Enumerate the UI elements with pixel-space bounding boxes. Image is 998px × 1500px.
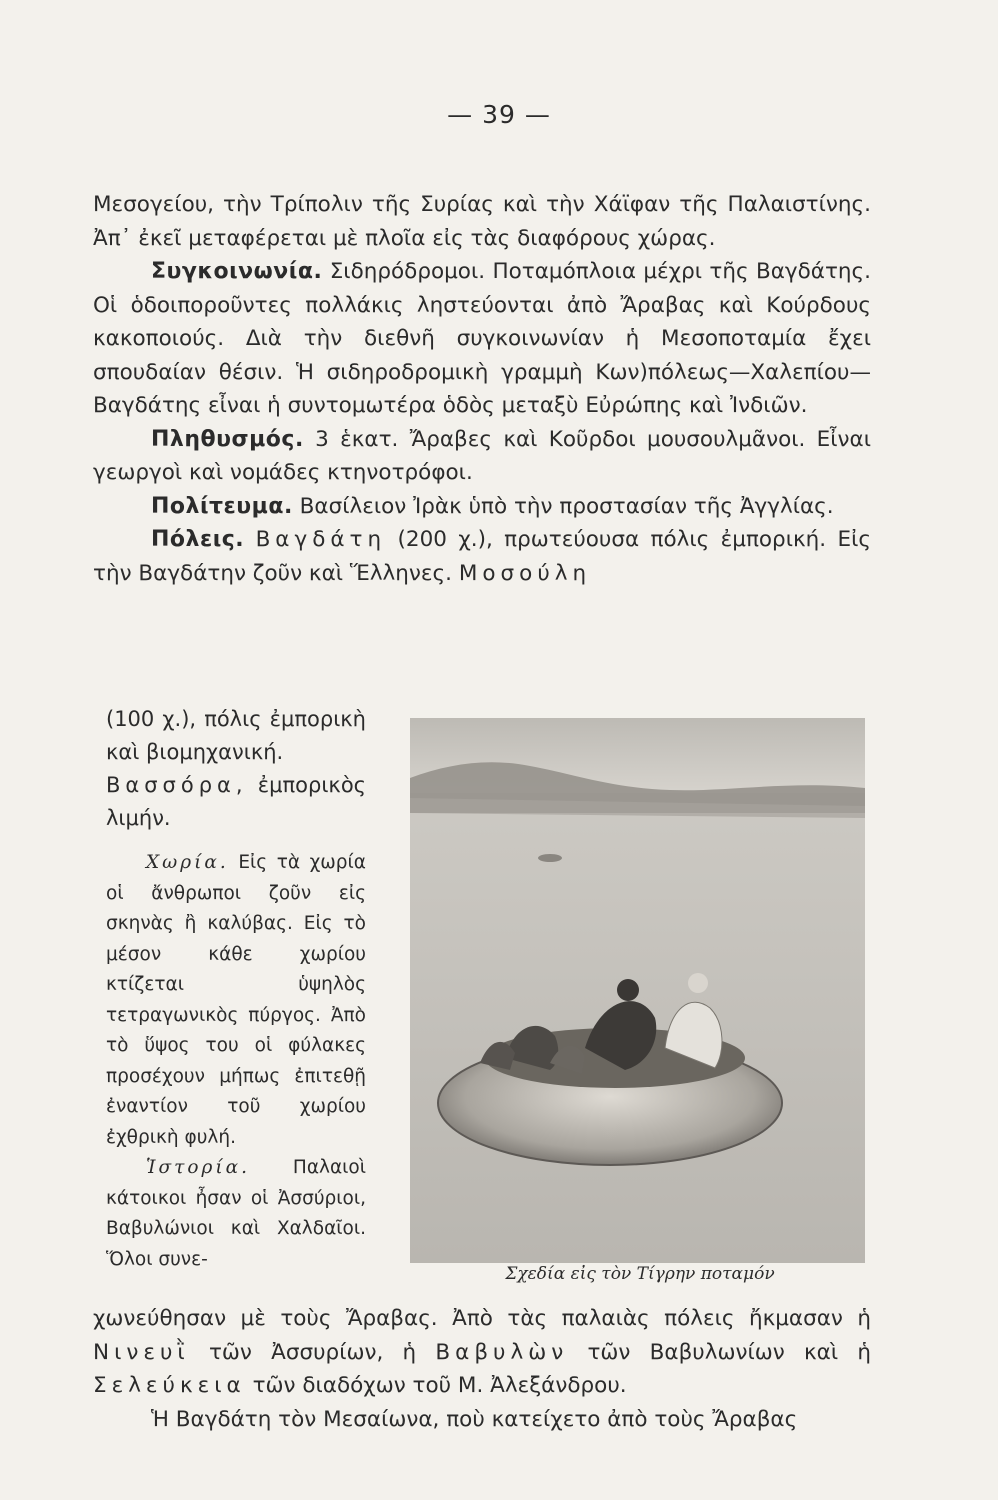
heading-population: Πληθυσμός. — [151, 426, 304, 452]
narrow-column-cities — [106, 703, 366, 835]
heading-government: Πολίτευμα. — [151, 493, 293, 519]
paragraph-cities — [93, 523, 871, 590]
text-history-continued: χωνεύθησαν μὲ τοὺς Ἄραβας. Ἀπὸ τὰς παλαιὰς πόλεις ἤκμασαν ἡ — [93, 1306, 871, 1331]
text-government: Βασίλειον Ἰρὰκ ὑπὸ τὴν προστασίαν τῆς Ἀγγλίας. — [299, 493, 834, 519]
paragraph-baghdad-medieval: Ἡ Βαγδάτη τὸν Μεσαίωνα, ποὺ κατείχετο ἀπὸ τοὺς Ἄραβας — [151, 1406, 798, 1432]
text-baghdad: (200 χ.), πρωτεύουσα πόλις ἐμπορική. Εἰς τὴν Βαγδάτην ζοῦν καὶ Ἕλληνες. — [93, 527, 871, 586]
text-nineveh: τῶν Ἀσσυρίων, ἡ — [208, 1339, 417, 1365]
paragraph-mediterranean: Μεσογείου, τὴν Τρίπολιν τῆς Συρίας καὶ τὴν Χάϊφαν τῆς Παλαιστίνης. Ἀπ᾽ ἐκεῖ μεταφέρεται μὲ πλοῖα εἰς τὰς διαφόρους χώρας. — [93, 192, 871, 251]
paragraph-basra — [106, 769, 366, 835]
text-basra: ἐμπορικὸς λιμήν. — [106, 773, 366, 830]
text-history-start: Παλαιοὶ κάτοικοι ἦσαν οἱ Ἀσσύριοι, Βαβυλώνιοι καὶ Χαλδαῖοι. Ὅλοι συνε- — [106, 1157, 366, 1270]
paragraph-population — [93, 423, 871, 490]
text-mosul: (100 χ.), πόλις ἐμπορικὴ καὶ βιομηχανική. — [106, 707, 366, 764]
paragraph-villages — [106, 848, 366, 1153]
paragraph-history — [106, 1153, 366, 1275]
heading-communications: Συγκοινωνία. — [151, 259, 323, 284]
text-babylon: τῶν Βαβυλωνίων καὶ ἡ — [587, 1339, 871, 1365]
city-basra: Βασσόρα, — [106, 773, 248, 797]
paragraph-government — [93, 490, 871, 524]
main-text-bottom — [93, 1302, 871, 1436]
heading-villages: Χωρία. — [146, 852, 229, 873]
city-baghdad: Βαγδάτη — [255, 527, 387, 552]
figure-caption: Σχεδία εἰς τὸν Τίγρην ποταμόν — [505, 1264, 775, 1284]
city-seleucia: Σελεύκεια — [93, 1373, 246, 1398]
main-text-top — [93, 188, 871, 590]
text-villages: Εἰς τὰ χωρία οἱ ἄνθρωποι ζοῦν εἰς σκηνὰς ἢ καλύβας. Εἰς τὸ μέσον κάθε χωρίου κτίζεται ὑψηλὸς τετραγωνικὸς πύργος. Ἀπὸ τὸ ὕψος του οἱ φύλακες προσέχουν μήπως ἐπιτεθῇ ἐναντίον τοῦ χωρίου ἐχθρικὴ φυλή. — [106, 852, 366, 1148]
narrow-column-villages — [106, 848, 366, 1275]
raft-photo — [410, 718, 865, 1263]
paragraph-communications — [93, 255, 871, 423]
city-mosul: Μοσούλη — [458, 560, 592, 586]
text-seleucia: τῶν διαδόχων τοῦ Μ. Ἀλεξάνδρου. — [252, 1373, 627, 1398]
raft-on-river-photo-icon — [410, 718, 865, 1263]
heading-history: Ἱστορία. — [146, 1157, 250, 1178]
city-nineveh: Νινευῒ — [93, 1339, 190, 1365]
text-communications: Σιδηρόδρομοι. Ποταμόπλοια μέχρι τῆς Βαγδάτης. Οἱ ὁδοιποροῦντες πολλάκις ληστεύονται ἀπὸ Ἄραβας καὶ Κούρδους κακοποιούς. Διὰ τὴν διεθνῆ συγκοινωνίαν ἡ Μεσοποταμία ἔχει σπουδαίαν θέσιν. Ἡ σιδηροδρομικὴ γραμμὴ Κων)πόλεως—Χαλεπίου—Βαγδάτης εἶναι ἡ συντομωτέρα ὁδὸς μεταξὺ Εὐρώπης καὶ Ἰνδιῶν. — [93, 259, 871, 418]
heading-cities: Πόλεις. — [151, 527, 245, 552]
text-population: 3 ἑκατ. Ἄραβες καὶ Κοῦρδοι μουσουλμᾶνοι. Εἶναι γεωργοὶ καὶ νομάδες κτηνοτρόφοι. — [93, 426, 871, 485]
city-babylon: Βαβυλὼν — [435, 1339, 569, 1365]
paragraph-history-continued — [93, 1302, 871, 1403]
page-number: — 39 — — [447, 100, 551, 129]
